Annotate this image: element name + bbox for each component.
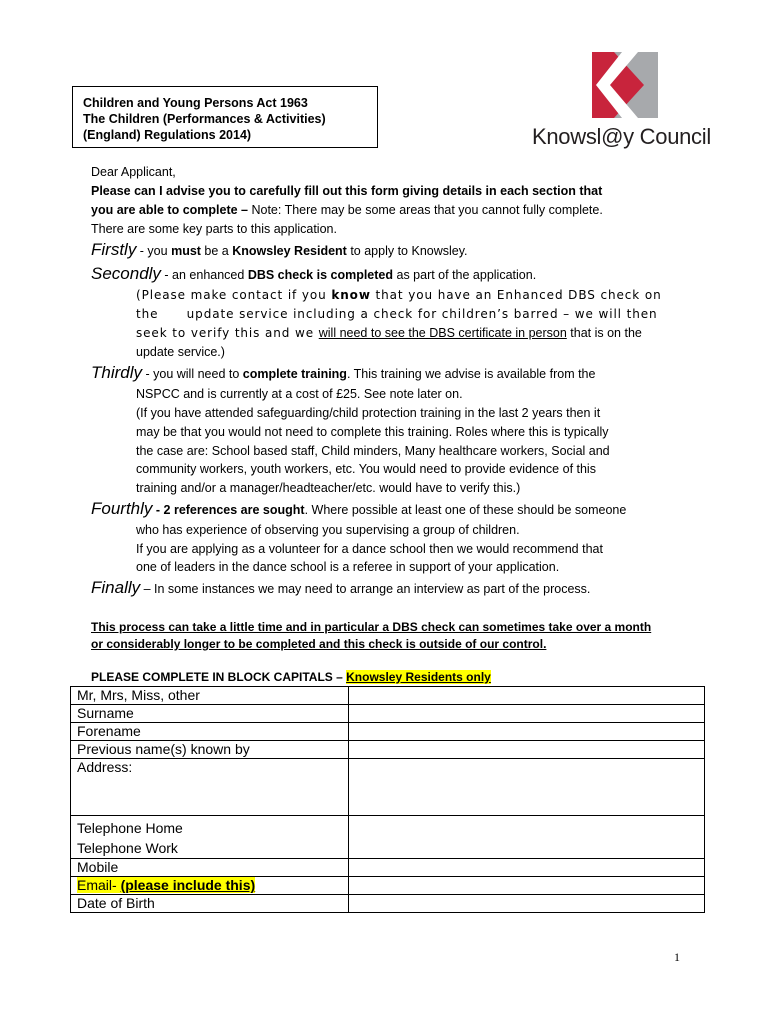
table-row <box>71 687 705 705</box>
thirdly-label: Thirdly <box>91 363 143 382</box>
mobile-label: Mobile <box>71 859 349 877</box>
thirdly-bold-1: complete training <box>242 367 347 381</box>
telephone-work-label: Telephone Work <box>77 840 178 856</box>
firstly-paragraph <box>91 240 468 260</box>
mobile-field[interactable] <box>349 859 705 877</box>
table-row <box>71 705 705 723</box>
logo-wordmark: Knowsl@y Council <box>532 124 711 149</box>
thirdly-text-2: . This training we advise is available from the <box>346 367 596 381</box>
thirdly-line-6: training and/or a manager/headteacher/etc. would have to verify this.) <box>136 481 521 495</box>
fourthly-bold-1: - 2 references are sought <box>152 503 305 517</box>
telephone-home-label: Telephone Home <box>77 820 183 836</box>
telephone-labels <box>71 816 349 859</box>
secondly-text-1: - an enhanced <box>160 268 248 282</box>
forename-field[interactable] <box>349 723 705 741</box>
thirdly-paragraph <box>91 363 595 383</box>
firstly-bold-1: must <box>171 244 201 258</box>
email-label-text: Email- <box>77 877 121 893</box>
form-instruction <box>91 669 491 685</box>
firstly-text-2: be a <box>200 244 233 258</box>
secondly-line-1b: know <box>331 288 371 302</box>
forename-label: Forename <box>71 723 349 741</box>
secondly-text-2: as part of the application. <box>393 268 537 282</box>
table-row <box>71 723 705 741</box>
intro-line-2 <box>91 202 603 218</box>
table-row <box>71 741 705 759</box>
firstly-text-3: to apply to Knowsley. <box>346 244 468 258</box>
secondly-line-1 <box>136 287 662 303</box>
table-row <box>71 877 705 895</box>
secondly-line-3 <box>136 325 642 341</box>
address-label: Address: <box>71 759 349 816</box>
fourthly-line-2: If you are applying as a volunteer for a dance school then we would recommend that <box>136 542 603 556</box>
thirdly-line-5: community workers, youth workers, etc. You would need to provide evidence of this <box>136 462 596 476</box>
secondly-line-4: update service.) <box>136 345 225 359</box>
previous-names-field[interactable] <box>349 741 705 759</box>
table-row <box>71 859 705 877</box>
telephone-field[interactable] <box>349 816 705 859</box>
dob-field[interactable] <box>349 895 705 913</box>
title-label: Mr, Mrs, Miss, other <box>71 687 349 705</box>
table-row <box>71 816 705 859</box>
secondly-line-1a: (Please make contact if you <box>136 288 332 302</box>
email-label <box>71 877 349 895</box>
thirdly-line-4: the case are: School based staff, Child minders, Many healthcare workers, Social and <box>136 444 610 458</box>
fourthly-line-1: who has experience of observing you supervising a group of children. <box>136 523 520 537</box>
table-row <box>71 895 705 913</box>
firstly-bold-2: Knowsley Resident <box>232 244 347 258</box>
surname-label: Surname <box>71 705 349 723</box>
title-field[interactable] <box>349 687 705 705</box>
notice-line-1: This process can take a little time and in particular a DBS check can sometimes take over a month <box>91 620 652 634</box>
finally-label: Finally <box>91 578 141 597</box>
intro-line-3: There are some key parts to this application. <box>91 222 337 236</box>
fourthly-line-3: one of leaders in the dance school is a referee in support of your application. <box>136 560 560 574</box>
secondly-bold-1: DBS check is completed <box>247 268 394 282</box>
greeting: Dear Applicant, <box>91 165 176 179</box>
intro-line-2-rest: Note: There may be some areas that you cannot fully complete. <box>248 203 603 217</box>
intro-line-1: Please can I advise you to carefully fill out this form giving details in each section that <box>91 184 603 198</box>
thirdly-line-1: NSPCC and is currently at a cost of £25. See note later on. <box>136 387 463 401</box>
secondly-line-3b: will need to see the DBS certificate in person <box>318 326 567 340</box>
intro-line-2-bold: you are able to complete – <box>91 203 248 217</box>
knowsley-logo-icon <box>592 52 658 118</box>
surname-field[interactable] <box>349 705 705 723</box>
finally-paragraph <box>91 578 590 598</box>
applicant-details-table <box>70 686 705 913</box>
table-row <box>71 759 705 816</box>
previous-names-label: Previous name(s) known by <box>71 741 349 759</box>
thirdly-text-1: - you will need to <box>142 367 243 381</box>
address-field[interactable] <box>349 759 705 816</box>
secondly-line-1c: that you have an Enhanced DBS check on <box>370 288 662 302</box>
secondly-paragraph <box>91 264 536 284</box>
fourthly-label: Fourthly <box>91 499 153 518</box>
form-instruction-highlight: Knowsley Residents only <box>346 670 491 684</box>
act-line-2: The Children (Performances & Activities) <box>83 112 326 126</box>
secondly-line-3a: seek to verify this and we <box>136 326 319 340</box>
knowsley-council-logo <box>530 50 730 155</box>
fourthly-text-1: . Where possible at least one of these should be someone <box>304 503 627 517</box>
page-number: 1 <box>674 950 680 964</box>
act-line-3: (England) Regulations 2014) <box>83 128 252 142</box>
dob-label: Date of Birth <box>71 895 349 913</box>
thirdly-line-3: may be that you would not need to complete this training. Roles where this is typically <box>136 425 609 439</box>
thirdly-line-2: (If you have attended safeguarding/child protection training in the last 2 years then it <box>136 406 601 420</box>
act-line-1: Children and Young Persons Act 1963 <box>83 96 308 110</box>
finally-text-1: – In some instances we may need to arrange an interview as part of the process. <box>140 582 591 596</box>
secondly-label: Secondly <box>91 264 161 283</box>
secondly-line-3c: that is on the <box>566 326 642 340</box>
email-field[interactable] <box>349 877 705 895</box>
secondly-line-2: the update service including a check for children’s barred – we will then <box>136 307 658 321</box>
notice-line-2: or considerably longer to be completed and this check is outside of our control. <box>91 637 547 651</box>
fourthly-paragraph <box>91 499 626 519</box>
act-reference-box <box>72 86 378 148</box>
email-label-note: (please include this) <box>120 877 256 893</box>
firstly-text-1: - you <box>136 244 172 258</box>
form-instruction-text: PLEASE COMPLETE IN BLOCK CAPITALS – <box>91 670 347 684</box>
firstly-label: Firstly <box>91 240 137 259</box>
